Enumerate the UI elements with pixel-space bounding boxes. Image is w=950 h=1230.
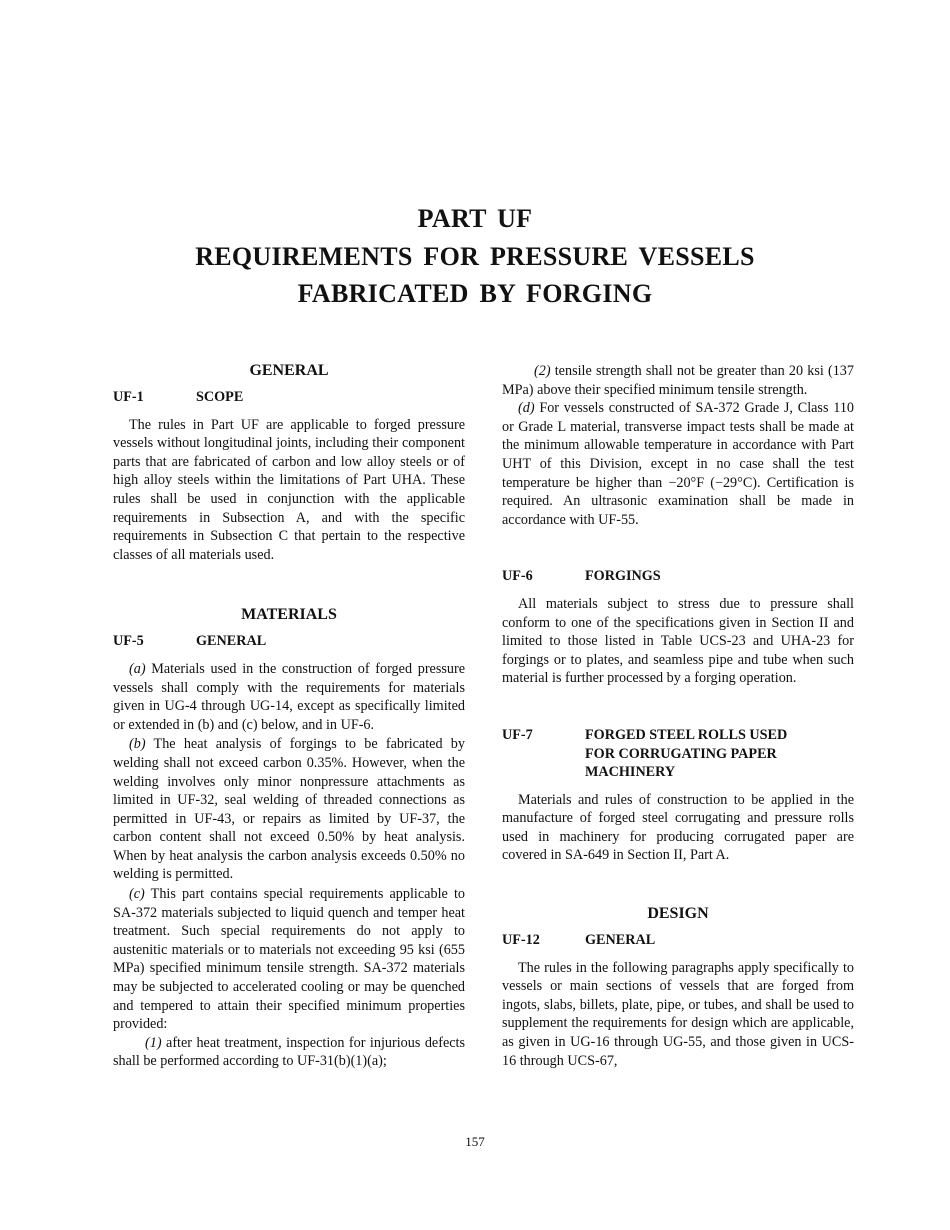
uf5-a-text: Materials used in the construction of forged pressure vessels shall comply with the requirements for materials given in UG-4 through UG-14, except as specifically limited or extended in (b) and (c) below, and in UF-6. [113, 660, 465, 733]
uf7-title-line1: FORGED STEEL ROLLS USED [585, 726, 788, 743]
section-materials-heading: MATERIALS [241, 606, 337, 624]
uf5-b-paragraph [113, 735, 465, 884]
section-general-heading: GENERAL [249, 362, 329, 379]
uf7-paragraph: Materials and rules of construction to be applied in the manufacture of forged steel corrugating and pressure rolls used in machinery for producing corrugated paper are covered in SA-649 in Section II, Part A. [502, 791, 854, 864]
uf5-c1-label: (1) [145, 1034, 162, 1051]
uf5-title: GENERAL [196, 633, 267, 650]
uf5-c1-paragraph [113, 1034, 465, 1071]
title-requirements: REQUIREMENTS FOR PRESSURE VESSELS [195, 241, 755, 271]
uf7-number: UF-7 [502, 726, 533, 743]
title-fabricated: FABRICATED BY FORGING [297, 279, 653, 308]
right-column [502, 360, 854, 1070]
page-number: 157 [465, 1134, 485, 1149]
uf1-paragraph: The rules in Part UF are applicable to forged pressure vessels without longitudinal joints, including their component parts that are fabricated of carbon and low alloy steels or of high alloy steels within the limitations of Part UHA. These rules shall be used in conjunction with the applicable requirements in Subsection A, and with the specific requirements in Subsection C that pertain to the respective classes of all materials used. [113, 416, 465, 563]
uf5-b-text: The heat analysis of forgings to be fabricated by welding shall not exceed carbon 0.35%. However, when the welding involves only minor nonpressure attachments as limited in UF-32, seal welding of threaded connections as permitted in UF-43, or repairs as limited by UF-37, the carbon content shall not exceed 0.50% by heat analysis. When by heat analysis the carbon analysis exceeds 0.50% no welding is permitted. [113, 736, 465, 883]
uf5-c2-text: tensile strength shall not be greater than 20 ksi (137 MPa) above their specified minimum tensile strength. [502, 363, 854, 398]
uf5-heading [113, 632, 465, 651]
uf6-paragraph: All materials subject to stress due to pressure shall conform to one of the specifications given in Section II and limited to those listed in Table UCS-23 and UHA-23 for forgings or to plates, and seamless pipe and tube when such material is further processed by a forging operation. [502, 595, 854, 687]
uf5-b-label: (b) [129, 736, 146, 753]
uf1-heading [113, 388, 465, 407]
uf12-paragraph: The rules in the following paragraphs apply specifically to vessels or main sections of vessels that are forged from ingots, slabs, billets, plate, pipe, or tubes, and shall be used to supplement the requirements for design which are applicable, as given in UG-16 through UG-55, and those given in UCS-16 through UCS-67, [502, 959, 854, 1069]
page-title [0, 200, 950, 313]
uf12-heading [502, 931, 854, 950]
uf12-title: GENERAL [585, 932, 656, 949]
uf6-title: FORGINGS [585, 568, 661, 585]
uf5-d-paragraph [502, 399, 854, 529]
uf7-heading [502, 726, 854, 782]
uf6-heading [502, 567, 854, 586]
uf5-a-label: (a) [129, 660, 146, 677]
uf5-c1-text: after heat treatment, inspection for injurious defects shall be performed according to UF-31(b)(1)(a); [113, 1034, 465, 1070]
uf1-number: UF-1 [113, 389, 144, 405]
uf5-d-text: For vessels constructed of SA-372 Grade J, Class 110 or Grade L material, transverse impact tests shall be made at the minimum allowable temperature in accordance with Part UHT of this Division, except in no case shall the test temperature be higher than −20°F (−29°C). Certification is required. An ultrasonic examination shall be made in accordance with UF-55. [502, 400, 855, 528]
uf5-c2-label: (2) [534, 363, 551, 379]
uf7-title-line2: FOR CORRUGATING PAPER [585, 745, 777, 762]
left-column [113, 360, 465, 1071]
uf5-c-label: (c) [129, 886, 145, 903]
uf1-title: SCOPE [196, 389, 244, 405]
uf6-number: UF-6 [502, 568, 533, 585]
uf12-number: UF-12 [502, 932, 540, 949]
uf7-title [585, 726, 854, 782]
uf5-number: UF-5 [113, 633, 144, 650]
title-part: PART UF [417, 204, 533, 233]
uf5-c-text: This part contains special requirements applicable to SA-372 materials subjected to liquid quench and temper heat treatment. Such special requirements do not apply to austenitic materials or to materials not exceeding 95 ksi (655 MPa) specified minimum tensile strength. SA-372 materials may be subjected to accelerated cooling or may be quenched and tempered to attain their specified minimum properties provided: [113, 886, 466, 1033]
uf5-d-label: (d) [518, 400, 535, 417]
section-design-heading: DESIGN [647, 905, 709, 923]
uf7-title-line3: MACHINERY [585, 764, 676, 781]
uf5-a-paragraph [113, 660, 465, 734]
uf5-c-paragraph [113, 885, 465, 1034]
uf5-c2-paragraph [502, 362, 854, 399]
